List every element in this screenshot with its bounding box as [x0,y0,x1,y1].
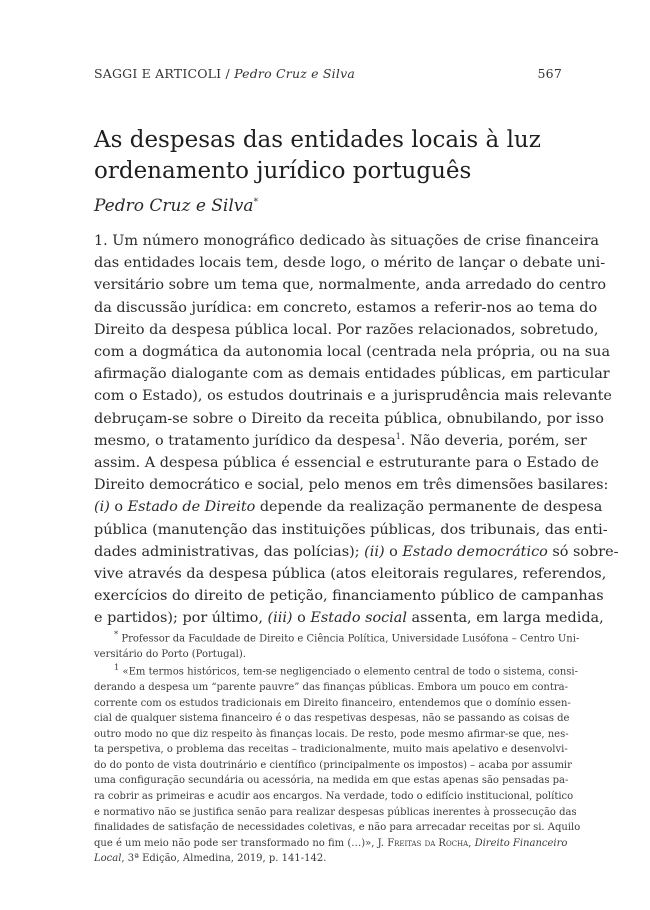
footnote-line [94,851,564,867]
body-line [94,430,587,452]
footnote-1 [94,660,581,867]
author-footnote-mark: * [253,197,259,208]
body-line: com a dogmática da autonomia local (centrada nela própria, ou na sua [94,344,611,361]
enum-marker: (i) [94,499,110,516]
body-line: versitário sobre um tema que, normalmente, anda arredado do centro [94,277,607,294]
body-text: dades administrativas, das polícias); [94,543,365,560]
body-text: depende da realização permanente de despesa [255,499,603,516]
enum-marker: (iii) [267,610,293,627]
footnote-ref-1[interactable]: 1 [395,432,401,442]
page-number: 567 [537,66,562,81]
body-line: vive através da despesa pública (atos eleitorais regulares, referendos, [94,566,607,583]
footnote-text: que é um meio não pode ser transformado no fim (…)», J. [94,837,388,849]
footnote-text: Professor da Faculdade de Direito e Ciência Política, Universidade Lusófona – Centro Uni- [118,633,580,645]
footnote-line: e normativo não se justifica senão para realizar despesas públicas inerentes à prossecução das [94,806,577,818]
body-line: Direito democrático e social, pelo menos em três dimensões basilares: [94,477,609,494]
footnote-text: , [468,837,475,849]
footnote-author [94,627,580,663]
body-text: assenta, em larga medida, [406,610,604,627]
footnote-line: finalidades de satisfação de necessidades coletivas, e não para arrecadar receitas por si. Aquilo [94,822,581,834]
body-line: afirmação dialogante com as demais entidades públicas, em particular [94,366,610,383]
footnote-line: ra cobrir as primeiras e acudir aos encargos. Na verdade, todo o edifício institucional, político [94,791,574,803]
body-paragraph [94,230,619,630]
author-text: Pedro Cruz e Silva [94,196,254,216]
footnote-line [94,836,568,852]
footnote-line [94,627,580,647]
footnote-line: derando a despesa um “parente pauvre” das finanças públicas. Embora um pouco em contra- [94,681,568,693]
emphasis-text: Estado de Direito [127,499,256,516]
body-line: das entidades locais tem, desde logo, o mérito de lançar o debate uni- [94,255,606,272]
body-text: o [384,543,403,560]
cited-title: Direito Financeiro [474,837,568,849]
body-text: o [292,610,311,627]
body-line: pública (manutenção das instituições públicas, dos tribunais, das enti- [94,521,608,538]
footnote-line [94,660,578,680]
footnote-text: «Em termos históricos, tem-se negligenciado o elemento central de todo o sistema, consi- [119,666,578,678]
title-line-2: ordenamento jurídico português [94,158,472,184]
running-head-section: SAGGI E ARTICOLI / [94,66,235,81]
running-head [94,66,562,81]
body-text: o [109,499,128,516]
cited-author: Freitas da Rocha [387,837,469,849]
body-line: 1. Um número monográfico dedicado às situações de crise financeira [94,233,599,249]
body-line: exercícios do direito de petição, financiamento público de campanhas [94,588,604,605]
enum-marker: (ii) [364,543,385,560]
body-line: debruçam-se sobre o Direito da receita pública, obnubilando, por isso [94,410,604,427]
article-title [94,125,564,187]
footnote-line: ta perspetiva, o problema das receitas – tradicionalmente, muito mais apelativo e desenvolvi- [94,744,568,756]
emphasis-text: Estado social [310,610,407,627]
footnote-line: do do ponto de vista doutrinário e científico (principalmente os impostos) – acaba por assumir [94,759,572,771]
title-line-1: As despesas das entidades locais à luz [94,127,541,153]
footnote-line: versitário do Porto (Portugal). [94,648,246,660]
footnote-line: outro modo no que diz respeito às finanças locais. De resto, pode mesmo afirmar-se que, nes- [94,728,569,740]
body-line: com o Estado), os estudos doutrinais e a jurisprudência mais relevante [94,388,612,405]
footnote-line: uma configuração secundária ou acessória, na medida em que estas apenas são pensadas pa- [94,775,569,787]
footnote-mark: 1 [114,662,120,672]
body-line: assim. A despesa pública é essencial e estruturante para o Estado de [94,455,599,472]
footnote-line: corrente com os estudos tradicionais em Direito financeiro, entendemos que o domínio essen- [94,697,571,709]
body-text: . Não deveria, porém, ser [400,432,587,449]
body-line: da discussão jurídica: em concreto, estamos a referir-nos ao tema do [94,299,598,316]
body-text: mesmo, o tratamento jurídico da despesa [94,432,396,449]
footnote-line: cial de qualquer sistema financeiro é o das respetivas despesas, não se passando as coisas de [94,713,570,725]
running-head-author: Pedro Cruz e Silva [234,66,355,81]
body-text: e partidos); por último, [94,610,268,627]
body-text: só sobre- [547,543,619,560]
cited-title: Local [94,853,122,865]
footnote-mark: * [114,629,119,639]
body-line [94,496,603,518]
body-line [94,541,619,563]
footnote-text: , 3ª Edição, Almedina, 2019, p. 141-142. [121,853,327,865]
emphasis-text: Estado democrático [402,543,548,560]
body-line: Direito da despesa pública local. Por razões relacionados, sobretudo, [94,321,599,338]
author-name [94,196,258,216]
